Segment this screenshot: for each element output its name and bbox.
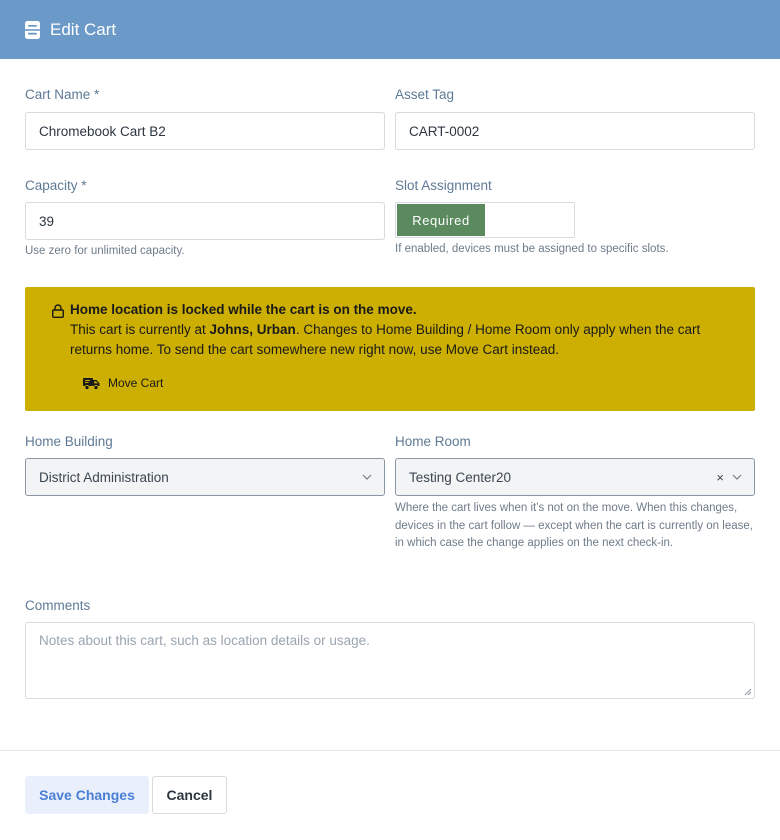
asset-tag-label: Asset Tag [395,87,455,102]
alert-body-suffix: . Changes to Home Building / Home Room only apply when the cart returns home. To send the cart somewhere new right now, use Move Cart instead. [70,322,701,357]
modal-header [0,0,780,59]
alert-heading: Home location is locked while the cart is on the move. [70,302,417,317]
comments-label: Comments [25,598,91,613]
slot-assignment-toggle[interactable] [395,202,575,238]
truck-icon [83,377,100,390]
footer-divider [0,750,780,751]
slot-assignment-label: Slot Assignment [395,178,492,193]
home-room-help: Where the cart lives when it's not on the move. When this changes, devices in the cart follow — except when the cart is currently on lease, in which case the change applies on the next check-in. [395,502,753,549]
capacity-help: Use zero for unlimited capacity. [25,245,185,257]
cart-icon [25,21,40,39]
chevron-down-icon [362,473,372,481]
alert-body [70,320,730,360]
save-changes-button[interactable]: Save Changes [25,776,149,814]
asset-tag-input[interactable]: CART-0002 [395,112,755,150]
home-building-label: Home Building [25,434,113,449]
home-room-select[interactable] [395,458,755,496]
slot-assignment-help: If enabled, devices must be assigned to specific slots. [395,243,669,255]
move-cart-button[interactable] [83,373,163,393]
alert-body-prefix: This cart is currently at [70,322,210,337]
home-room-label: Home Room [395,434,471,449]
lock-icon [52,304,64,318]
cancel-button[interactable]: Cancel [152,776,227,814]
comments-textarea[interactable] [25,622,755,699]
clear-icon[interactable]: × [716,470,724,485]
comments-placeholder: Notes about this cart, such as location details or usage. [39,633,370,648]
chevron-down-icon [732,473,742,481]
cart-name-label: Cart Name * [25,87,100,102]
home-locked-alert [25,287,755,411]
home-room-value: Testing Center20 [409,469,512,485]
home-building-select[interactable] [25,458,385,496]
modal-title: Edit Cart [50,19,117,39]
capacity-label: Capacity * [25,178,87,193]
capacity-input[interactable]: 39 [25,202,385,240]
move-cart-label[interactable]: Move Cart [108,376,164,390]
resize-grip-icon[interactable] [744,688,752,696]
cart-name-input[interactable]: Chromebook Cart B2 [25,112,385,150]
home-building-value: District Administration [39,469,169,485]
alert-location: Johns, Urban [209,322,296,337]
slot-assignment-toggle-on[interactable]: Required [397,204,485,236]
